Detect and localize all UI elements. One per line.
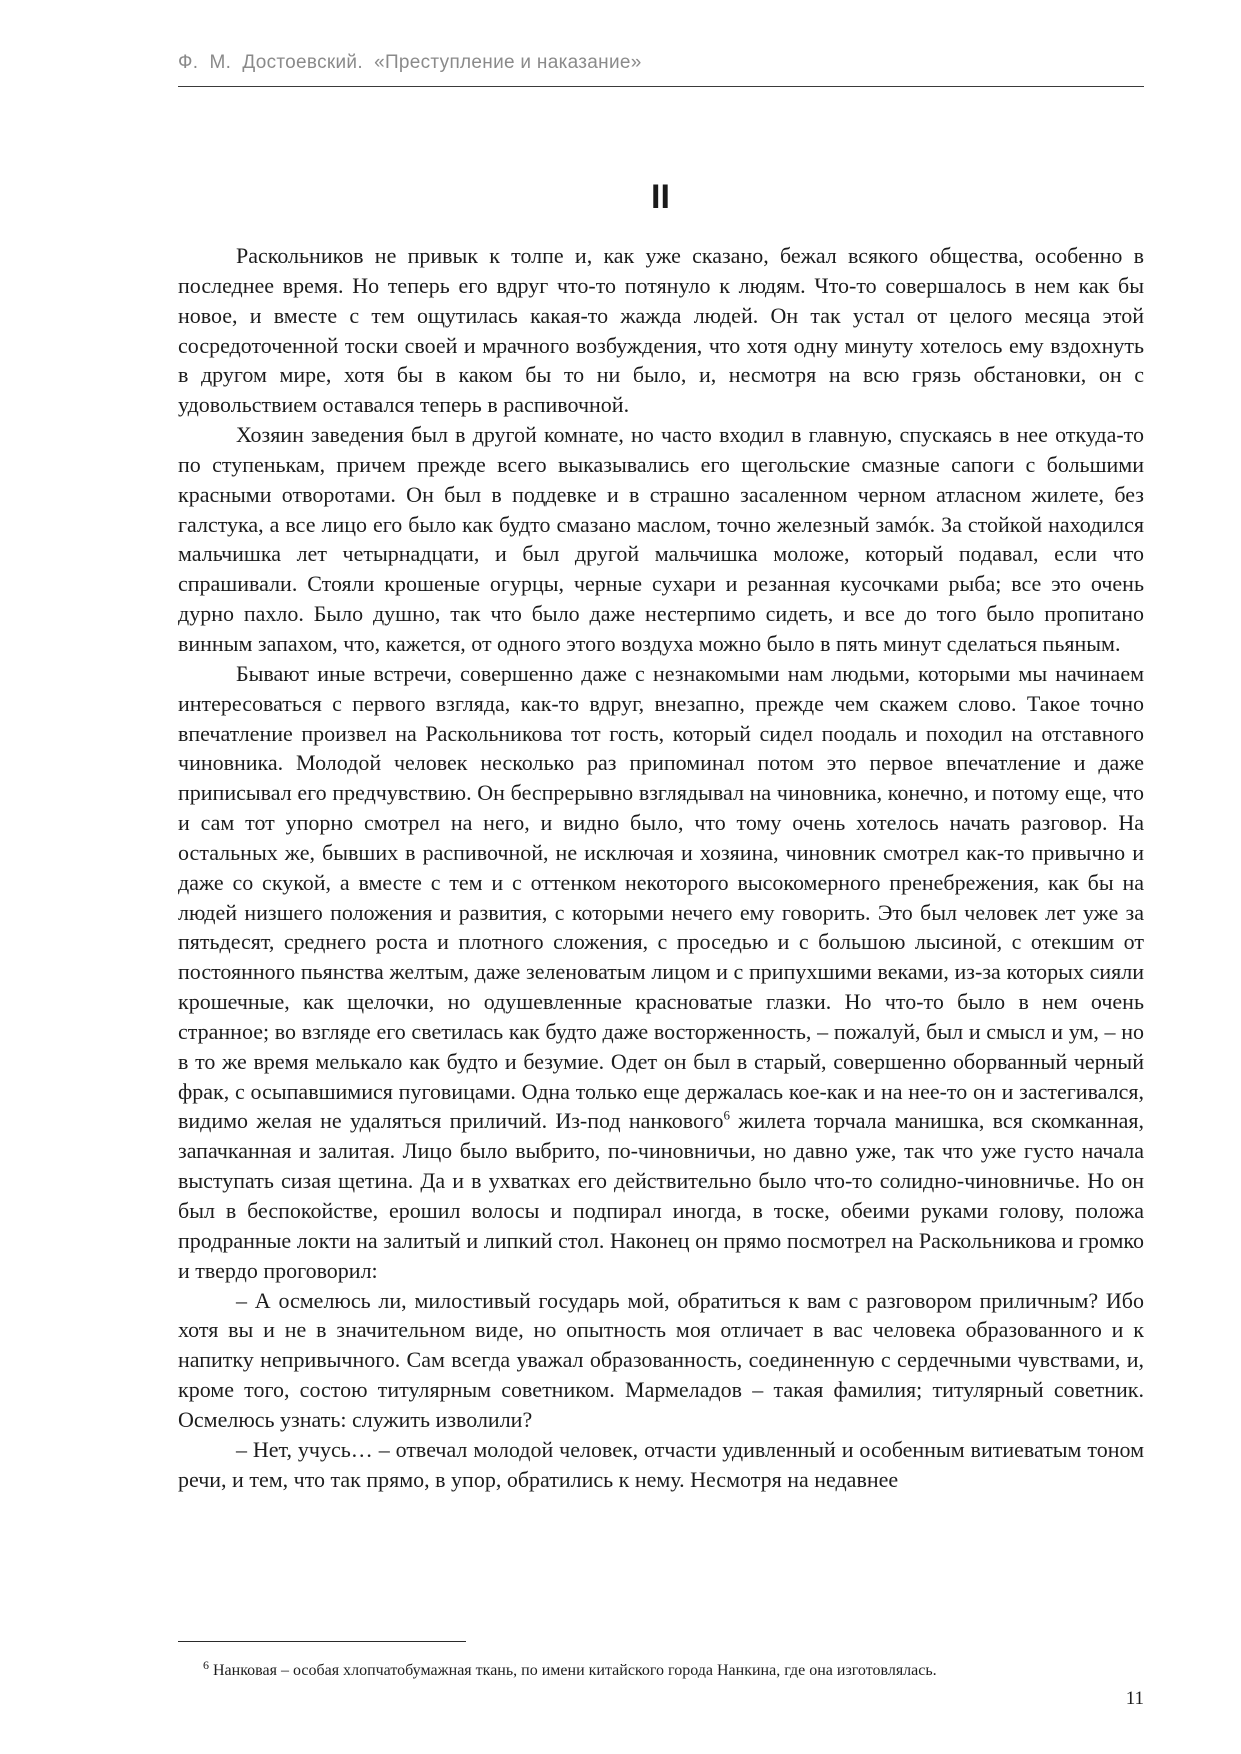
chapter-numeral: II <box>651 178 670 216</box>
footnote-number: 6 <box>203 1657 209 1672</box>
body-text <box>178 241 1144 1494</box>
dialogue-paragraph: – А осмелюсь ли, милостивый государь мой, обратиться к вам с разговором приличным? Ибо хотя вы и не в значительном виде, но опытность моя отличает в вас человека образованного и к напитку непривычного. Сам всегда уважал образованность, соединенную с сердечными чувствами, и, кроме того, состою титулярным советником. Мармеладов – такая фамилия; титулярный советник. Осмелюсь узнать: служить изволили? <box>178 1287 1144 1432</box>
running-header: Ф. М. Достоевский. «Преступление и наказание» <box>178 52 642 73</box>
paragraph: Хозяин заведения был в другой комнате, но часто входил в главную, спускаясь в нее откуда-то по ступенькам, причем прежде всего выказывались его щегольские смазные сапоги с большими красными отворотами. Он был в поддевке и в страшно засаленном черном атласном жилете, без галстука, а все лицо его было как будто смазано маслом, точно железный замóк. За стойкой находился мальчишка лет четырнадцати, и был другой мальчишка моложе, который подавал, если что спрашивали. Стояли крошеные огурцы, черные сухари и резанная кусочками рыба; все это очень дурно пахло. Было душно, так что было даже нестерпимо сидеть, и все до того было пропитано винным запахом, что, кажется, от одного этого воздуха можно было в пять минут сделаться пьяным. <box>178 422 1144 656</box>
paragraph: Раскольников не привык к толпе и, как уже сказано, бежал всякого общества, особенно в последнее время. Но теперь его вдруг что-то потянуло к людям. Что-то совершалось в нем как бы новое, и вместе с тем ощутилась какая-то жажда людей. Он так устал от целого месяца этой сосредоточенной тоски своей и мрачного возбуждения, что хотя одну минуту хотелось ему вздохнуть в другом мире, хотя бы в каком бы то ни было, и, несмотря на всю грязь обстановки, он с удовольствием оставался теперь в распивочной. <box>178 243 1144 418</box>
footnote-divider <box>178 1641 466 1642</box>
header-divider <box>178 86 1144 87</box>
footnote-text: Нанковая – особая хлопчатобумажная ткань, по имени китайского города Нанкина, где она изготовлялась. <box>213 1662 937 1679</box>
paragraph <box>178 659 1144 1286</box>
paragraph-text: Бывают иные встречи, совершенно даже с незнакомыми нам людьми, которыми мы начинаем интересоваться с первого взгляда, как-то вдруг, внезапно, прежде чем скажем слово. Такое точно впечатление произвел на Раскольникова тот гость, который сидел поодаль и походил на отставного чиновника. Молодой человек несколько раз припоминал потом это первое впечатление и даже приписывал его предчувствию. Он беспрерывно взглядывал на чиновника, конечно, и потому еще, что и сам тот упорно смотрел на него, и видно было, что тому очень хотелось начать разговор. На остальных же, бывших в распивочной, не исключая и хозяина, чиновник смотрел как-то привычно и даже со скукой, а вместе с тем и с оттенком некоторого высокомерного пренебрежения, как бы на людей низшего положения и развития, с которыми нечего ему говорить. Это был человек лет уже за пятьдесят, среднего роста и плотного сложения, с проседью и с большою лысиной, с отекшим от постоянного пьянства желтым, даже зеленоватым лицом и с припухшими веками, из-за которых сияли крошечные, как щелочки, но одушевленные красноватые глазки. Но что-то было в нем очень странное; во взгляде его светилась как будто даже восторженность, – пожалуй, был и смысл и ум, – но в то же время мелькало как будто и безумие. Одет он был в старый, совершенно оборванный черный фрак, с осыпавшимися пуговицами. Одна только еще держалась кое-как и на нее-то он и застегивался, видимо желая не удаляться приличий. Из-под нанкового <box>178 660 1144 1134</box>
page-number: 11 <box>1125 1688 1144 1709</box>
footnote <box>203 1657 1143 1680</box>
dialogue-paragraph: – Нет, учусь… – отвечал молодой человек, отчасти удивленный и особенным витиеватым тоном речи, и тем, что так прямо, в упор, обратились к нему. Несмотря на недавнее <box>178 1436 1144 1492</box>
footnote-marker: 6 <box>723 1108 730 1124</box>
paragraph-text: жилета торчала манишка, вся скомканная, запачканная и залитая. Лицо было выбрито, по-чиновничьи, но давно уже, так что уже густо начала выступать сизая щетина. Да и в ухватках его действительно было что-то солидно-чиновничье. Но он был в беспокойстве, ерошил волосы и подпирал иногда, в тоске, обеими руками голову, положа продранные локти на залитый и липкий стол. Наконец он прямо посмотрел на Раскольникова и громко и твердо проговорил: <box>178 1108 1144 1283</box>
